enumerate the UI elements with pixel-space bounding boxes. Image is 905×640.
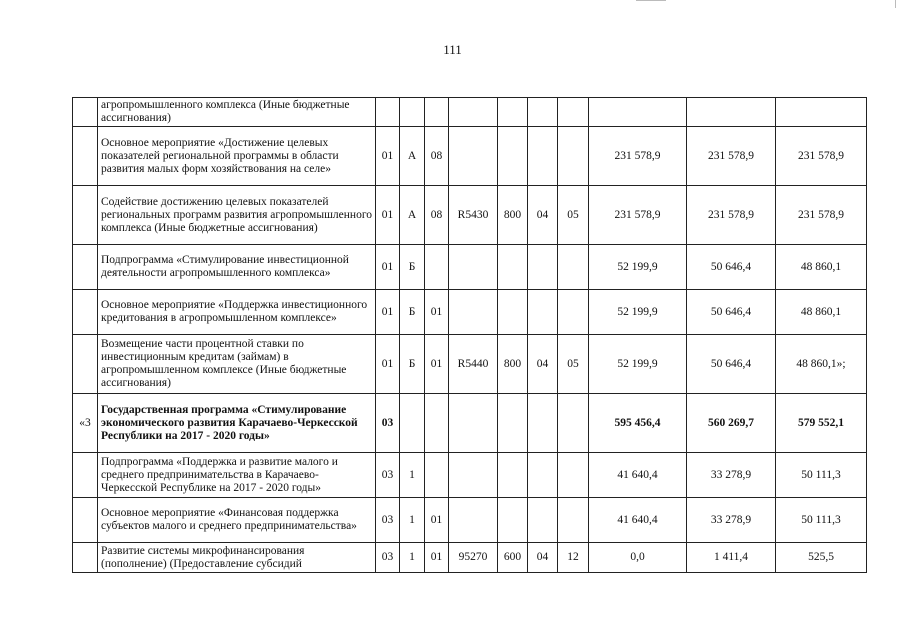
program-code: 01 [376,290,400,335]
row-prefix [73,543,98,573]
subprogram-code [400,394,425,453]
expense-type-code [498,453,528,498]
scan-artifact [895,0,896,8]
program-code: 01 [376,245,400,290]
amount-year-1: 52 199,9 [589,335,687,394]
direction-code [449,245,498,290]
subsection-code [558,245,589,290]
activity-code: 08 [425,186,449,245]
amount-year-1: 52 199,9 [589,245,687,290]
expense-type-code: 600 [498,543,528,573]
section-code [528,290,558,335]
program-code: 03 [376,498,400,543]
direction-code [449,394,498,453]
amount-year-1 [589,98,687,127]
program-code: 03 [376,453,400,498]
amount-year-2: 560 269,7 [687,394,776,453]
program-code: 01 [376,335,400,394]
subprogram-code: 1 [400,498,425,543]
program-code: 03 [376,543,400,573]
direction-code [449,98,498,127]
table-row [73,245,867,290]
item-name: Развитие системы микрофинансирования (пополнение) (Предоставление субсидий [98,543,376,573]
section-code [528,98,558,127]
row-prefix [73,335,98,394]
expense-type-code: 800 [498,186,528,245]
subprogram-code: Б [400,245,425,290]
program-code [376,98,400,127]
table-row [73,98,867,127]
item-name: Подпрограмма «Стимулирование инвестиционной деятельности агропромышленного комплекса» [98,245,376,290]
section-code [528,394,558,453]
table-body [73,98,867,573]
item-name: Государственная программа «Стимулирование экономического развития Карачаево-Черкесской Республики на 2017 - 2020 годы» [98,394,376,453]
table-row [73,127,867,186]
expense-type-code [498,245,528,290]
amount-year-2: 1 411,4 [687,543,776,573]
subsection-code [558,394,589,453]
table-row [73,290,867,335]
amount-year-1: 231 578,9 [589,186,687,245]
expense-type-code [498,498,528,543]
direction-code [449,498,498,543]
direction-code: R5440 [449,335,498,394]
amount-year-3: 48 860,1»; [776,335,867,394]
program-code: 01 [376,186,400,245]
activity-code [425,245,449,290]
row-prefix [73,453,98,498]
subsection-code [558,498,589,543]
amount-year-3: 48 860,1 [776,290,867,335]
direction-code [449,453,498,498]
amount-year-3: 50 111,3 [776,453,867,498]
expense-type-code: 800 [498,335,528,394]
page-number: 111 [443,42,462,57]
amount-year-2: 33 278,9 [687,453,776,498]
section-code [528,127,558,186]
item-name: агропромышленного комплекса (Иные бюджетные ассигнования) [98,98,376,127]
subprogram-code: Б [400,335,425,394]
expense-type-code [498,127,528,186]
direction-code: 95270 [449,543,498,573]
subsection-code: 05 [558,186,589,245]
table-row [73,335,867,394]
row-prefix [73,98,98,127]
amount-year-2: 33 278,9 [687,498,776,543]
subsection-code [558,290,589,335]
section-code [528,245,558,290]
expense-type-code [498,98,528,127]
item-name: Основное мероприятие «Достижение целевых показателей региональной программы в области развития малых форм хозяйствования на селе» [98,127,376,186]
item-name: Подпрограмма «Поддержка и развитие малого и среднего предпринимательства в Карачаево-Черкесской Республике на 2017 - 2020 годы» [98,453,376,498]
row-prefix [73,498,98,543]
row-prefix [73,290,98,335]
activity-code [425,394,449,453]
program-code: 01 [376,127,400,186]
section-code [528,453,558,498]
amount-year-3 [776,98,867,127]
amount-year-2: 231 578,9 [687,127,776,186]
activity-code: 01 [425,498,449,543]
amount-year-2: 50 646,4 [687,335,776,394]
amount-year-1: 41 640,4 [589,453,687,498]
activity-code: 08 [425,127,449,186]
subsection-code [558,453,589,498]
expense-type-code [498,290,528,335]
subprogram-code: А [400,127,425,186]
subsection-code: 12 [558,543,589,573]
program-code: 03 [376,394,400,453]
subprogram-code: 1 [400,453,425,498]
subsection-code: 05 [558,335,589,394]
amount-year-3: 525,5 [776,543,867,573]
activity-code: 01 [425,290,449,335]
row-prefix [73,127,98,186]
amount-year-3: 579 552,1 [776,394,867,453]
amount-year-3: 231 578,9 [776,127,867,186]
amount-year-1: 595 456,4 [589,394,687,453]
section-code: 04 [528,335,558,394]
activity-code [425,453,449,498]
subprogram-code [400,98,425,127]
amount-year-3: 48 860,1 [776,245,867,290]
table-row [73,543,867,573]
item-name: Содействие достижению целевых показателей региональных программ развития агропромышленного комплекса (Иные бюджетные ассигнования) [98,186,376,245]
activity-code: 01 [425,543,449,573]
subprogram-code: 1 [400,543,425,573]
item-name: Основное мероприятие «Финансовая поддержка субъектов малого и среднего предпринимательства» [98,498,376,543]
subprogram-code: Б [400,290,425,335]
direction-code [449,290,498,335]
table-row [73,453,867,498]
section-code [528,498,558,543]
table-row [73,394,867,453]
direction-code [449,127,498,186]
row-prefix [73,245,98,290]
amount-year-2: 50 646,4 [687,245,776,290]
amount-year-1: 52 199,9 [589,290,687,335]
item-name: Возмещение части процентной ставки по инвестиционным кредитам (займам) в агропромышленном комплексе (Иные бюджетные ассигнования) [98,335,376,394]
expense-type-code [498,394,528,453]
amount-year-2: 50 646,4 [687,290,776,335]
amount-year-2 [687,98,776,127]
subsection-code [558,98,589,127]
table-row [73,498,867,543]
table-row [73,186,867,245]
activity-code: 01 [425,335,449,394]
amount-year-2: 231 578,9 [687,186,776,245]
direction-code: R5430 [449,186,498,245]
subprogram-code: А [400,186,425,245]
amount-year-3: 231 578,9 [776,186,867,245]
scan-artifact [636,0,666,1]
row-prefix [73,186,98,245]
section-code: 04 [528,543,558,573]
budget-table [72,97,867,573]
amount-year-1: 231 578,9 [589,127,687,186]
amount-year-1: 0,0 [589,543,687,573]
row-prefix: «3 [73,394,98,453]
amount-year-3: 50 111,3 [776,498,867,543]
subsection-code [558,127,589,186]
section-code: 04 [528,186,558,245]
item-name: Основное мероприятие «Поддержка инвестиционного кредитования в агропромышленном комплексе» [98,290,376,335]
amount-year-1: 41 640,4 [589,498,687,543]
activity-code [425,98,449,127]
